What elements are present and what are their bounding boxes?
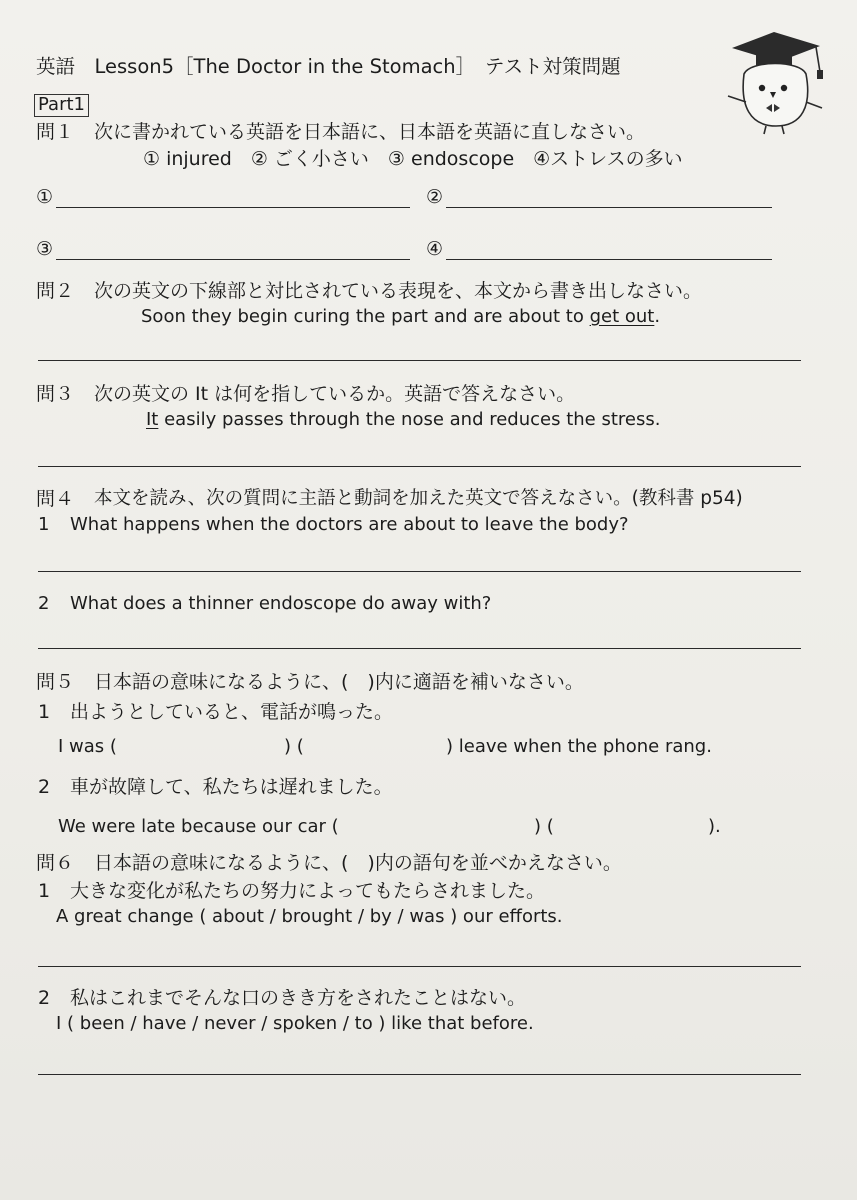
q5-sub1-japanese: 出ようとしていると、電話が鳴った。 [70,701,394,723]
q4-sub1-number: 1 [38,514,50,535]
q6-sub2-answer-line[interactable] [38,1074,801,1075]
q1-instruction: 次に書かれている英語を日本語に、日本語を英語に直しなさい。 [94,121,646,143]
q1-answer1-label: ① [36,186,54,208]
q5-label: 問５ [36,671,75,693]
q2-label: 問２ [36,280,75,302]
q5-sub1-part-a: I was ( [58,736,117,757]
q1-answer2-label: ② [426,186,444,208]
q2-answer-line[interactable] [38,360,801,361]
q6-sub2-english: I ( been / have / never / spoken / to ) like that before. [56,1013,534,1034]
q2-sentence [141,308,660,326]
q6-sub2-number: 2 [38,987,51,1009]
q3-answer-line[interactable] [38,466,801,467]
graduation-bird-icon [722,26,826,138]
q1-items: ① injured ② ごく小さい ③ endoscope ④ストレスの多い [143,148,683,170]
q2-sentence-text: Soon they begin curing the part and are about to [141,306,590,327]
q2-underlined-phrase: get out [589,306,655,327]
q1-answer3-line[interactable] [56,259,410,260]
worksheet-title: 英語 Lesson5［The Doctor in the Stomach］ テスト対策問題 [36,55,621,78]
part-label: Part1 [34,94,89,117]
q4-sub2-number: 2 [38,593,50,614]
q5-sub2-part-b: ) ( [534,816,554,837]
q4-instruction: 本文を読み、次の質問に主語と動詞を加えた英文で答えなさい。(教科書 p54) [94,488,743,509]
q6-instruction: 日本語の意味になるように、( )内の語句を並べかえなさい。 [94,852,622,874]
q6-sub1-english: A great change ( about / brought / by / was ) our efforts. [56,906,563,927]
q6-label: 問６ [36,852,75,874]
q4-sub1-question: What happens when the doctors are about to leave the body? [70,514,629,535]
q5-instruction: 日本語の意味になるように、( )内に適語を補いなさい。 [94,671,584,693]
q3-sentence-text: easily passes through the nose and reduces the stress. [158,409,661,430]
q5-sub1-part-c: ) leave when the phone rang. [446,736,712,757]
q3-instruction: 次の英文の It は何を指しているか。英語で答えなさい。 [94,383,576,405]
q6-sub1-answer-line[interactable] [38,966,801,967]
q3-label: 問３ [36,383,75,405]
q5-sub1-number: 1 [38,701,51,723]
q6-sub1-number: 1 [38,880,51,902]
q1-answer2-line[interactable] [446,207,772,208]
q4-sub2-answer-line[interactable] [38,648,801,649]
q4-sub1-answer-line[interactable] [38,571,801,572]
q3-underlined-word: It [146,409,159,430]
q5-sub2-japanese: 車が故障して、私たちは遅れました。 [70,776,393,798]
q5-sub2-part-a: We were late because our car ( [58,816,339,837]
q1-answer1-line[interactable] [56,207,410,208]
q6-sub1-japanese: 大きな変化が私たちの努力によってもたらされました。 [70,880,546,902]
q4-label: 問４ [36,488,75,510]
q3-sentence [146,411,660,429]
q1-answer4-label: ④ [426,238,444,260]
q5-sub2-number: 2 [38,776,51,798]
q1-label: 問１ [36,121,75,143]
q2-instruction: 次の英文の下線部と対比されている表現を、本文から書き出しなさい。 [94,280,703,302]
q4-sub2-question: What does a thinner endoscope do away with? [70,593,492,614]
q1-answer4-line[interactable] [446,259,772,260]
q5-sub2-part-c: ). [708,816,721,837]
q2-sentence-end: . [654,306,661,327]
q1-answer3-label: ③ [36,238,54,260]
q6-sub2-japanese: 私はこれまでそんな口のきき方をされたことはない。 [70,987,527,1009]
q5-sub1-part-b: ) ( [284,736,304,757]
